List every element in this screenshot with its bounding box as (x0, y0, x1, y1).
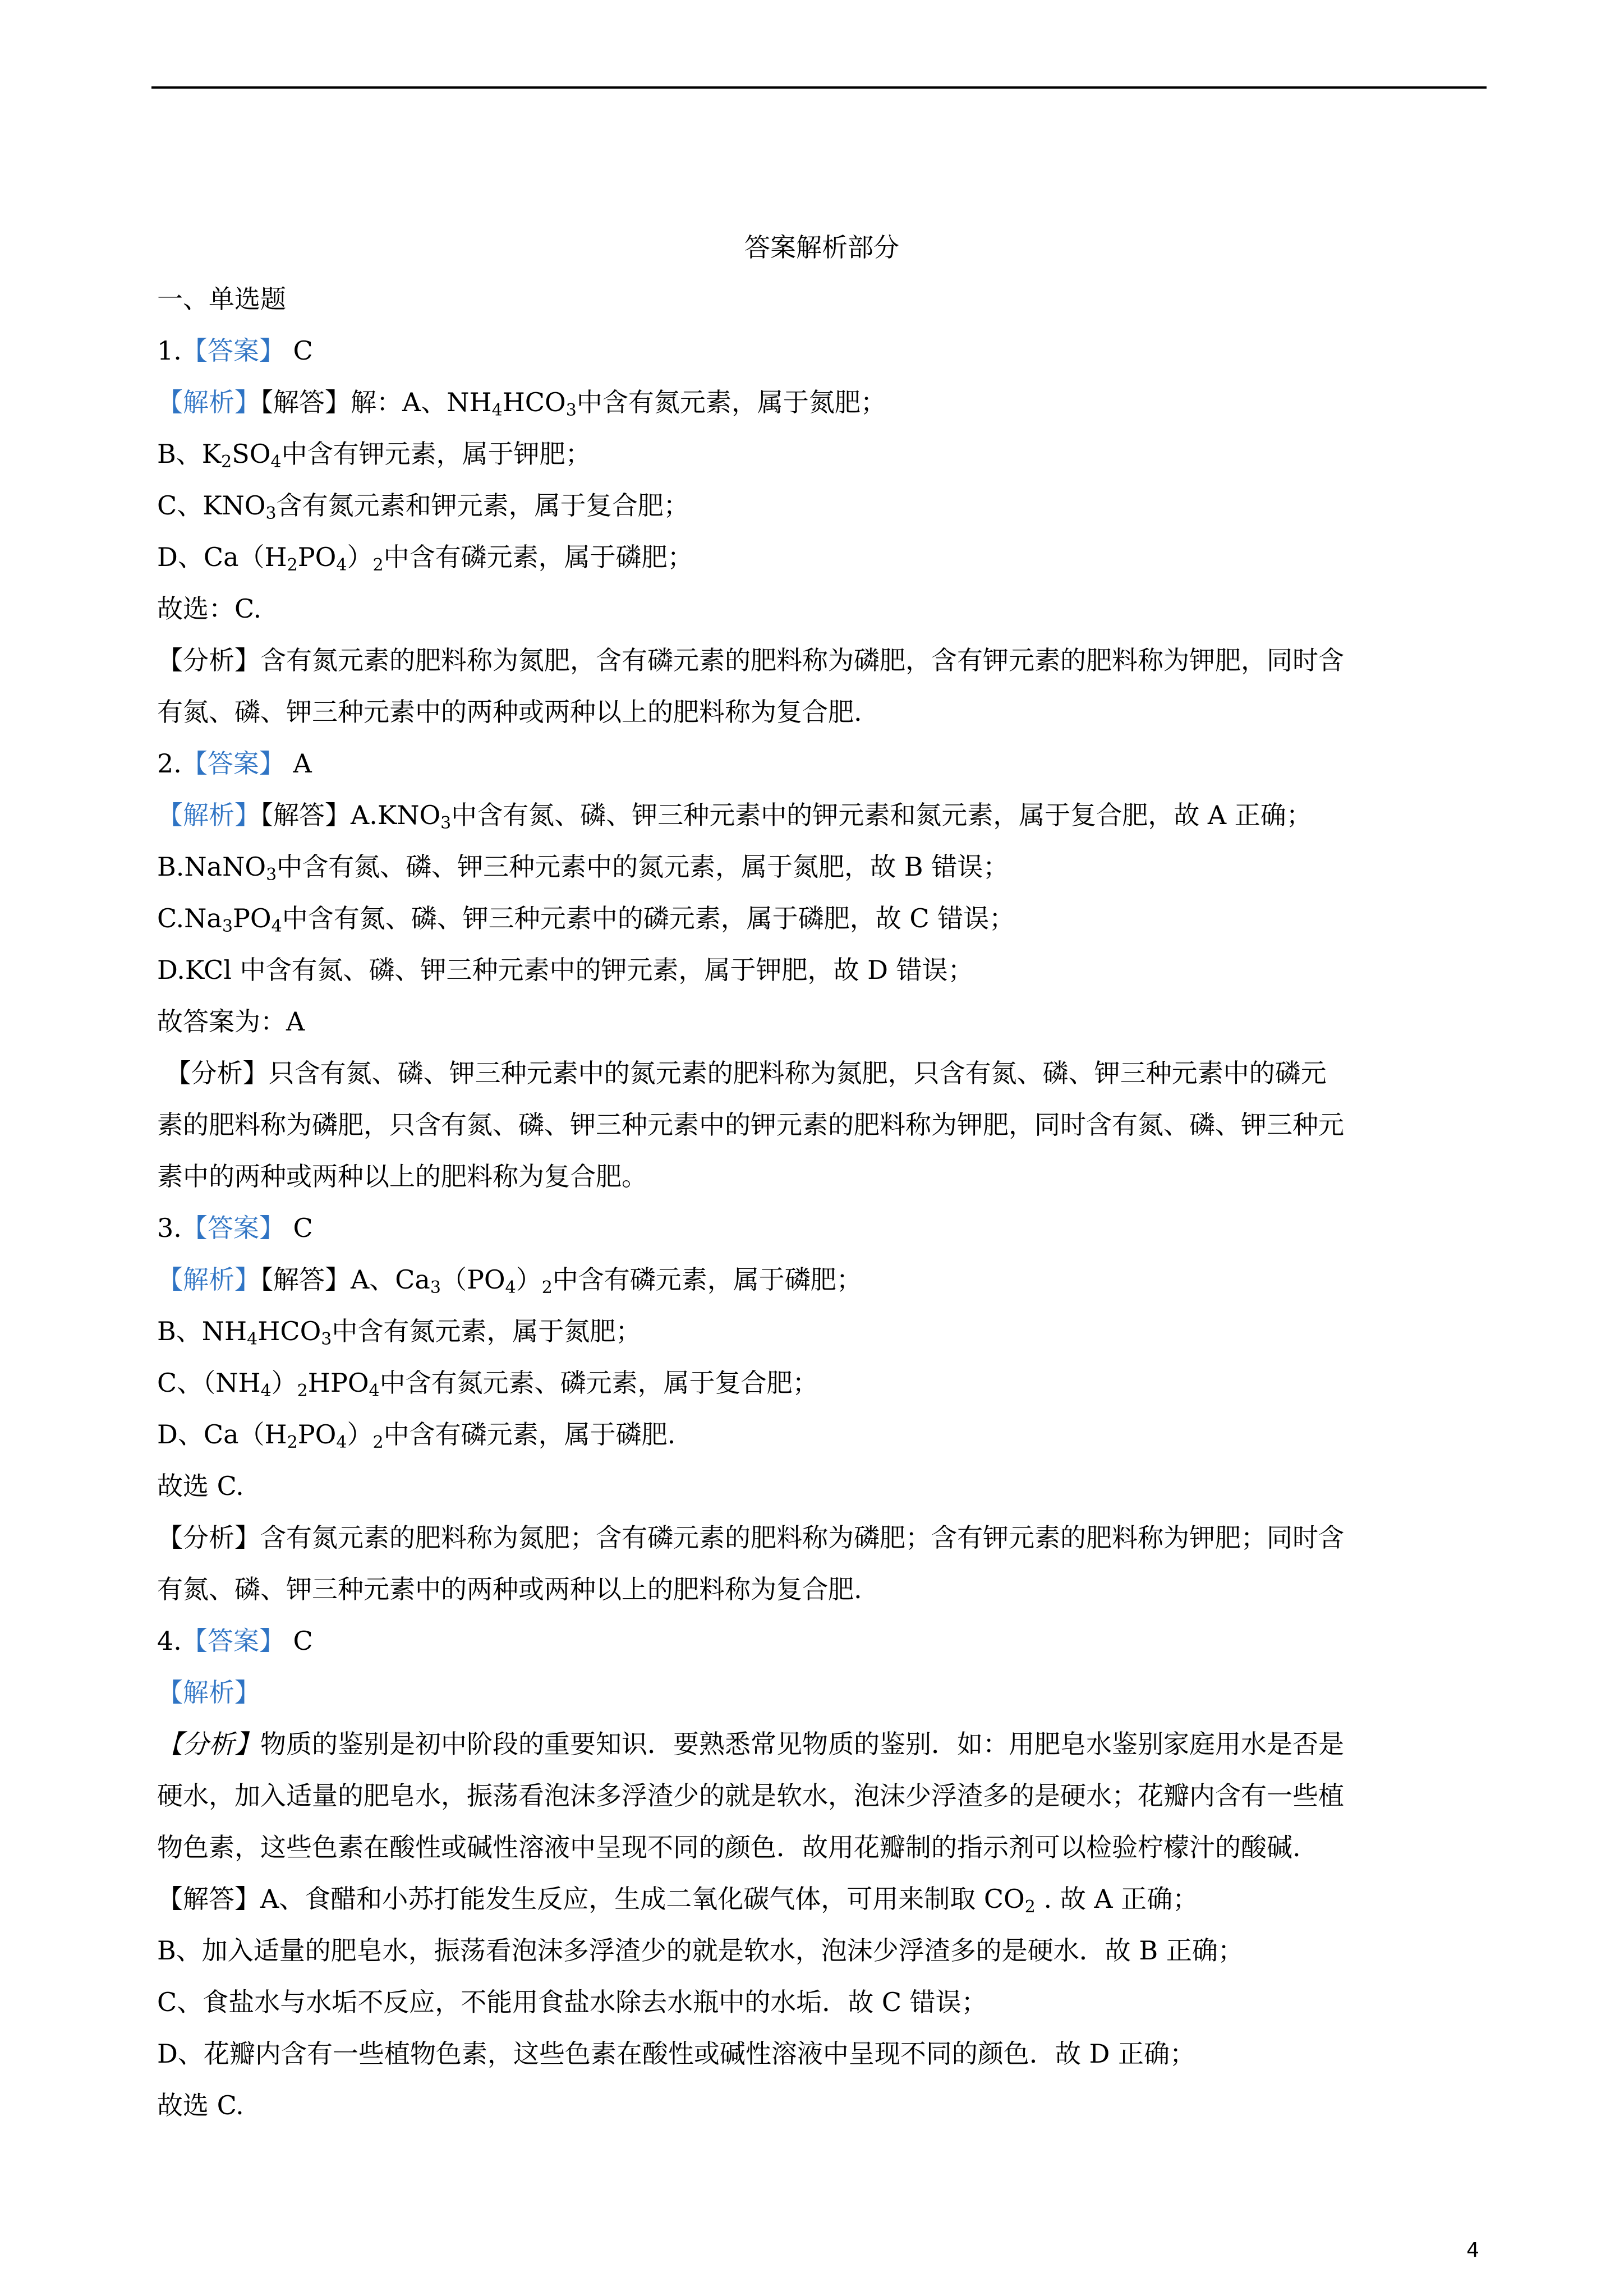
q3-analysis-line-2: 有氮、磷、钾三种元素中的两种或两种以上的肥料称为复合肥. (157, 1574, 862, 1604)
q1-conclusion: 故选：C. (157, 593, 262, 624)
solution-label: 【解答】 (260, 387, 351, 417)
solution-label: 【解答】 (260, 1264, 351, 1295)
answer-label: 【答案】 (181, 1626, 285, 1656)
q1-analysis-line-2: 有氮、磷、钾三种元素中的两种或两种以上的肥料称为复合肥. (157, 697, 862, 727)
analysis2-label: 【分析】 (165, 1058, 269, 1088)
q4-solution-line-2: B、加入适量的肥皂水，振荡看泡沫多浮渣少的就是软水，泡沫少浮渣多的是硬水．故 B 正确； (157, 1935, 1244, 1966)
q2-conclusion: 故答案为：A (157, 1006, 305, 1037)
q2-analysis-line-2: 素的肥料称为磷肥，只含有氮、磷、钾三种元素中的钾元素的肥料称为钾肥，同时含有氮、磷、钾三种元 (157, 1110, 1344, 1140)
q4-analysis-heading (157, 1667, 1487, 1718)
q1-answer: C (293, 335, 313, 366)
q3-analysis-line-1: 【分析】含有氮元素的肥料称为氮肥；含有磷元素的肥料称为磷肥；含有钾元素的肥料称为钾肥；同时含 (157, 1522, 1344, 1553)
q2-solution-line-3: $C.Na_3PO_4$中含有氮、磷、钾三种元素中的磷元素，属于磷肥，故 C 错误； (157, 903, 1015, 936)
q3-answer-line: 3.【答案】 C (157, 1213, 313, 1243)
q3-solution-line-4: D、$Ca(H_2PO_4)_2$中含有磷元素，属于磷肥. (157, 1419, 676, 1452)
q3-conclusion: 故选 C. (157, 1471, 244, 1501)
q2-answer: A (293, 748, 312, 779)
q4-answer: C (293, 1626, 313, 1656)
analysis-label: 【解析】 (157, 1264, 260, 1295)
q3-answer: C (293, 1213, 313, 1243)
page-title: 答案解析部分 (744, 232, 899, 263)
analysis-label: 【解析】 (157, 387, 260, 417)
answer-label: 【答案】 (181, 335, 285, 366)
q4-fenxi-line-1: 【分析】物质的鉴别是初中阶段的重要知识．要熟悉常见物质的鉴别．如：用肥皂水鉴别家庭用水是否是 (157, 1729, 1344, 1759)
q1-answer-line: 1.【答案】 C (157, 335, 313, 366)
q1-solution-line-1: 【解析】【解答】解：A、$NH_4HCO_3$中含有氮元素，属于氮肥； (157, 387, 886, 420)
q1-solution-line-3: C、$KNO_3$含有氮元素和钾元素，属于复合肥； (157, 490, 689, 523)
q2-analysis-line-1: 【分析】只含有氮、磷、钾三种元素中的氮元素的肥料称为氮肥，只含有氮、磷、钾三种元素中的磷元 (165, 1058, 1327, 1088)
analysis-label: 【解析】 (157, 800, 260, 830)
section-heading: 一、单选题 (157, 284, 286, 314)
analysis-label: 【解析】 (157, 1677, 260, 1708)
q3-solution-line-2: B、$NH_4HCO_3$中含有氮元素，属于氮肥； (157, 1316, 642, 1349)
analysis2-label: 【分析】 (157, 645, 260, 675)
q3-solution-line-1: 【解析】【解答】A、$Ca_3(PO_4)_2$中含有磷元素，属于磷肥； (157, 1264, 862, 1297)
fenxi-label: 【分析】 (157, 1729, 260, 1759)
q4-conclusion: 故选 C. (157, 2090, 244, 2120)
q4-solution-line-3: C、食盐水与水垢不反应，不能用食盐水除去水瓶中的水垢．故 C 错误； (157, 1987, 987, 2017)
q2-solution-line-1: 【解析】【解答】$A.KNO_3$中含有氮、磷、钾三种元素中的钾元素和氮元素，属于复合肥，故 A 正确； (157, 800, 1312, 833)
document-body (157, 222, 1487, 2131)
q4-solution-line-1: 【解答】A、食醋和小苏打能发生反应，生成二氧化碳气体，可用来制取 $CO_2$ . 故 A 正确； (157, 1884, 1199, 1917)
q2-analysis-line-3: 素中的两种或两种以上的肥料称为复合肥。 (157, 1161, 647, 1191)
q3-solution-line-3: C、$(NH_4)_2HPO_4$中含有氮元素、磷元素，属于复合肥； (157, 1368, 818, 1401)
header-rule (151, 86, 1487, 89)
q4-solution-line-4: D、花瓣内含有一些植物色素，这些色素在酸性或碱性溶液中呈现不同的颜色．故 D 正确； (157, 2039, 1196, 2069)
solution-label: 【解答】 (157, 1884, 260, 1914)
answer-label: 【答案】 (181, 748, 285, 779)
analysis2-label: 【分析】 (157, 1522, 260, 1553)
page-number: 4 (1466, 2239, 1479, 2262)
q2-answer-line: 2.【答案】 A (157, 748, 312, 779)
q4-answer-line: 4.【答案】 C (157, 1626, 313, 1656)
q2-solution-line-4: D.KCl 中含有氮、磷、钾三种元素中的钾元素，属于钾肥，故 D 错误； (157, 955, 974, 985)
solution-label: 【解答】 (260, 800, 351, 830)
q1-solution-line-2: B、$K_2SO_4$中含有钾元素，属于钾肥； (157, 439, 591, 472)
q1-solution-line-4: D、$Ca(H_2PO_4)_2$中含有磷元素，属于磷肥； (157, 542, 693, 575)
q4-fenxi-line-2: 硬水，加入适量的肥皂水，振荡看泡沫多浮渣少的就是软水，泡沫少浮渣多的是硬水；花瓣内含有一些植 (157, 1780, 1344, 1811)
q4-fenxi-line-3: 物色素，这些色素在酸性或碱性溶液中呈现不同的颜色．故用花瓣制的指示剂可以检验柠檬汁的酸碱. (157, 1832, 1301, 1862)
answer-label: 【答案】 (181, 1213, 285, 1243)
q1-analysis-line-1: 【分析】含有氮元素的肥料称为氮肥，含有磷元素的肥料称为磷肥，含有钾元素的肥料称为钾肥，同时含 (157, 645, 1344, 675)
q2-solution-line-2: B.NaNO$_3$中含有氮、磷、钾三种元素中的氮元素，属于氮肥，故 B 错误； (157, 852, 1009, 885)
